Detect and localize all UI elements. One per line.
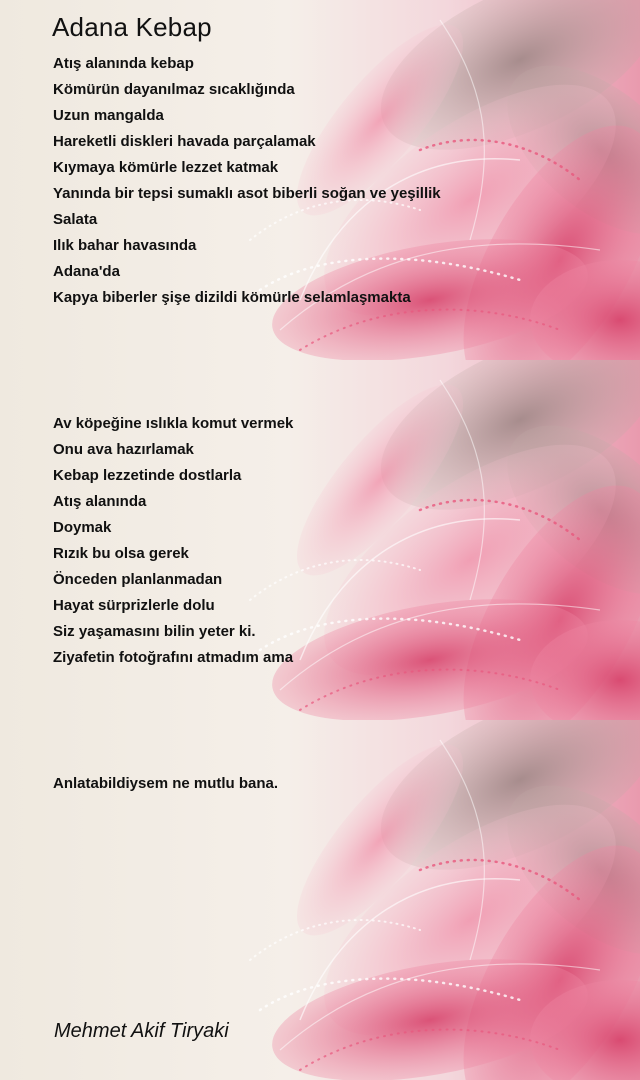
poem-line: Uzun mangalda	[53, 107, 164, 124]
poem-line: Kapya biberler şişe dizildi kömürle selamlaşmakta	[53, 289, 411, 306]
poem-line: Kebap lezzetinde dostlarla	[53, 467, 242, 484]
poem-line: Onu ava hazırlamak	[53, 441, 194, 458]
poem-line: Av köpeğine ıslıkla komut vermek	[53, 415, 294, 432]
poem-line: Siz yaşamasını bilin yeter ki.	[53, 623, 256, 640]
poem-line: Önceden planlanmadan	[53, 571, 223, 588]
poem-line: Ziyafetin fotoğrafını atmadım ama	[53, 649, 294, 666]
poem-line: Atış alanında kebap	[53, 55, 194, 72]
poem-line: Hareketli diskleri havada parçalamak	[53, 133, 316, 150]
poem-line: Anlatabildiysem ne mutlu bana.	[53, 775, 279, 792]
poem-author: Mehmet Akif Tiryaki	[54, 1020, 229, 1042]
stanza-3	[53, 771, 278, 797]
poem-line: Kıymaya kömürle lezzet katmak	[53, 159, 279, 176]
poem-line: Hayat sürprizlerle dolu	[53, 597, 215, 614]
poem-line: Yanında bir tepsi sumaklı asot biberli soğan ve yeşillik	[53, 185, 441, 202]
poem-line: Kömürün dayanılmaz sıcaklığında	[53, 81, 295, 98]
stanza-1	[53, 51, 441, 311]
poem-line: Salata	[53, 211, 98, 228]
stanza-2	[53, 411, 293, 671]
poem-line: Doymak	[53, 519, 112, 536]
poem-line: Adana'da	[53, 263, 120, 280]
poem-line: Atış alanında	[53, 493, 147, 510]
poem-line: Rızık bu olsa gerek	[53, 545, 189, 562]
poem-title: Adana Kebap	[52, 12, 212, 42]
poem-line: Ilık bahar havasında	[53, 237, 197, 254]
